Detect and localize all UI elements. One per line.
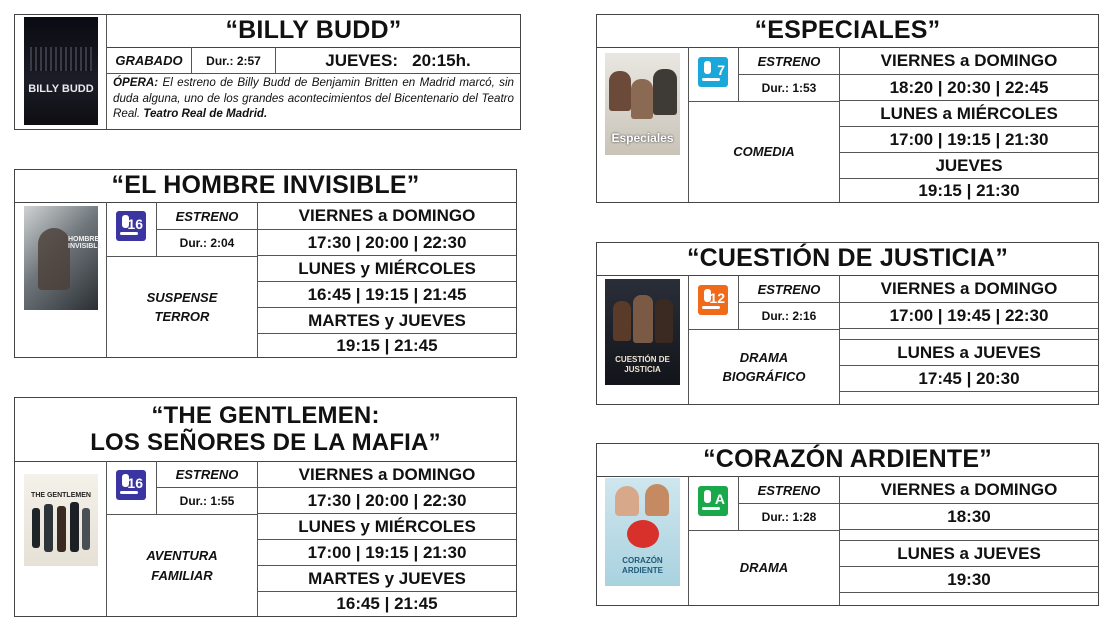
- gentlemen-schedule-times-2: 17:00 | 19:15 | 21:30: [307, 542, 467, 562]
- billy-tipo: GRABADO: [115, 53, 183, 68]
- title-billy-budd: “BILLY BUDD”: [107, 15, 520, 48]
- especiales-schedule-days-3: JUEVES: [935, 155, 1003, 175]
- hombre-schedule-days-1: VIERNES a DOMINGO: [298, 206, 476, 225]
- title-especiales: “ESPECIALES”: [597, 15, 1098, 48]
- poster-the-gentlemen-text: THE GENTLEMEN: [31, 492, 91, 499]
- gentlemen-schedule-days-1: VIERNES a DOMINGO: [298, 464, 476, 484]
- especiales-schedule-days-1: VIERNES a DOMINGO: [880, 51, 1058, 70]
- hombre-schedule-times-3: 19:15 | 21:45: [336, 335, 438, 355]
- title-the-gentlemen-line2: LOS SEÑORES DE LA MAFIA”: [90, 428, 441, 456]
- card-corazon-ardiente: [596, 443, 1099, 606]
- rating-a-icon: A: [698, 486, 728, 516]
- gentlemen-schedule-days-3: MARTES y JUEVES: [308, 568, 466, 588]
- especiales-schedule-times-3: 19:15 | 21:30: [918, 180, 1020, 200]
- poster-corazon-ardiente-text: CORAZÓN ARDIENTE: [622, 556, 663, 575]
- poster-the-gentlemen: [24, 474, 98, 566]
- hombre-estreno: ESTRENO: [175, 208, 239, 224]
- title-el-hombre-invisible: “EL HOMBRE INVISIBLE”: [15, 170, 516, 203]
- cuestion-schedule-days-1: VIERNES a DOMINGO: [880, 279, 1058, 298]
- title-corazon-ardiente: “CORAZÓN ARDIENTE”: [597, 444, 1098, 477]
- poster-especiales-text: Especiales: [611, 131, 674, 145]
- poster-el-hombre-invisible-text: HOMBRE INVISIBLE: [68, 236, 103, 250]
- cuestion-schedule-times-2: 17:45 | 20:30: [918, 368, 1020, 388]
- cuestion-schedule-times-1: 17:00 | 19:45 | 22:30: [889, 305, 1049, 325]
- especiales-estreno: ESTRENO: [757, 53, 821, 69]
- hombre-schedule-times-1: 17:30 | 20:00 | 22:30: [307, 232, 467, 252]
- poster-el-hombre-invisible: [24, 206, 103, 310]
- rating-16-icon: 16: [116, 470, 146, 500]
- corazon-schedule-days-2: LUNES a JUEVES: [897, 543, 1041, 563]
- billy-descripcion-text: El estreno de Billy Budd de Benjamin Britten en Madrid marcó, sin duda alguna, uno de los grandes acontecimientos del Bicentenario del Teatro Real.: [113, 76, 514, 121]
- cuestion-estreno: ESTRENO: [757, 281, 821, 297]
- poster-corazon-ardiente: [605, 478, 680, 586]
- corazon-duracion: Dur.: 1:28: [761, 510, 817, 524]
- card-billy-budd: [14, 14, 521, 130]
- poster-billy-budd-text: BILLY BUDD: [28, 83, 94, 95]
- card-cuestion-de-justicia: [596, 242, 1099, 405]
- cuestion-duracion: Dur.: 2:16: [761, 309, 817, 323]
- especiales-duracion: Dur.: 1:53: [761, 81, 817, 95]
- title-cuestion-de-justicia: “CUESTIÓN DE JUSTICIA”: [597, 243, 1098, 276]
- hombre-schedule-days-2: LUNES y MIÉRCOLES: [298, 258, 476, 278]
- poster-cuestion-de-justicia: [605, 279, 680, 385]
- corazon-schedule-days-1: VIERNES a DOMINGO: [880, 480, 1058, 499]
- corazon-schedule-times-2: 19:30: [947, 569, 991, 589]
- card-el-hombre-invisible: [14, 169, 517, 358]
- hombre-genero: SUSPENSE TERROR: [146, 289, 218, 324]
- gentlemen-duracion: Dur.: 1:55: [179, 494, 235, 508]
- hombre-schedule-days-3: MARTES y JUEVES: [308, 310, 466, 330]
- corazon-genero: DRAMA: [739, 560, 789, 576]
- card-the-gentlemen: [14, 397, 517, 617]
- rating-16-icon: 16: [116, 211, 146, 241]
- billy-opera-label: ÓPERA:: [113, 76, 159, 89]
- gentlemen-genero: AVENTURA FAMILIAR: [146, 548, 218, 583]
- poster-especiales: [605, 53, 680, 155]
- billy-duracion: Dur.: 2:57: [206, 53, 261, 68]
- card-especiales: [596, 14, 1099, 203]
- billy-horario: JUEVES: 20:15h.: [325, 50, 471, 70]
- rating-7-icon: 7: [698, 57, 728, 87]
- gentlemen-schedule-times-1: 17:30 | 20:00 | 22:30: [307, 490, 467, 510]
- poster-cuestion-de-justicia-text: CUESTIÓN DE JUSTICIA: [615, 355, 670, 374]
- gentlemen-estreno: ESTRENO: [175, 467, 239, 482]
- cuestion-schedule-days-2: LUNES a JUEVES: [897, 342, 1041, 362]
- rating-12-icon: 12: [698, 285, 728, 315]
- hombre-duracion: Dur.: 2:04: [179, 236, 235, 250]
- hombre-schedule-times-2: 16:45 | 19:15 | 21:45: [307, 284, 467, 304]
- especiales-schedule-times-2: 17:00 | 19:15 | 21:30: [889, 129, 1049, 149]
- billy-lugar: Teatro Real de Madrid.: [143, 107, 268, 121]
- especiales-schedule-times-1: 18:20 | 20:30 | 22:45: [889, 77, 1049, 97]
- gentlemen-schedule-times-3: 16:45 | 21:45: [336, 594, 438, 613]
- cuestion-genero: DRAMA BIOGRÁFICO: [722, 349, 806, 384]
- billy-descripcion: [107, 75, 520, 129]
- especiales-genero: COMEDIA: [733, 144, 795, 160]
- poster-billy-budd: [24, 17, 98, 125]
- title-the-gentlemen: [15, 398, 516, 462]
- especiales-schedule-days-2: LUNES a MIÉRCOLES: [880, 103, 1058, 123]
- corazon-estreno: ESTRENO: [757, 482, 821, 498]
- title-the-gentlemen-line1: “THE GENTLEMEN:: [151, 402, 380, 430]
- corazon-schedule-times-1: 18:30: [947, 506, 991, 526]
- gentlemen-schedule-days-2: LUNES y MIÉRCOLES: [298, 516, 476, 536]
